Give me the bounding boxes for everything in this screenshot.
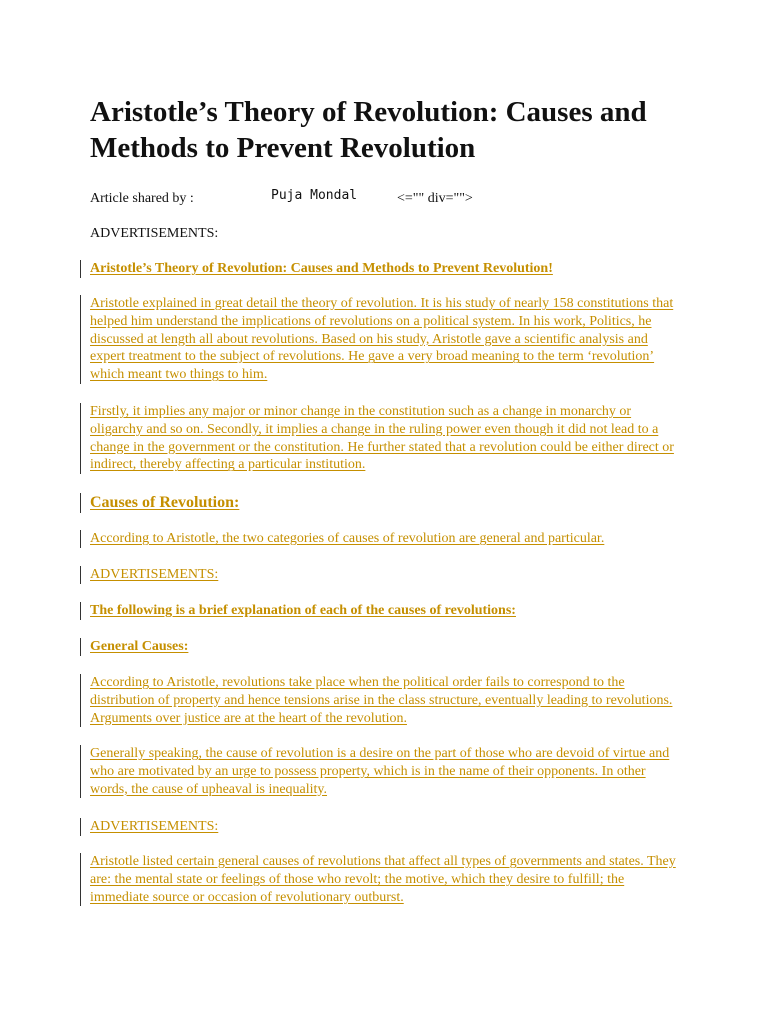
paragraph-link-3[interactable]: According to Aristotle, the two categories of causes of revolution are general and particular. <box>90 530 686 548</box>
article-meta <box>90 186 690 210</box>
advertisements-label: ADVERTISEMENTS: <box>90 226 219 241</box>
trailing-markup-text: <="" div=""> <box>397 191 473 206</box>
intro-heading-link[interactable]: Aristotle’s Theory of Revolution: Causes and Methods to Prevent Revolution! <box>90 260 686 278</box>
shared-by-label: Article shared by : <box>90 191 194 206</box>
paragraph-link-1[interactable]: Aristotle explained in great detail the theory of revolution. It is his study of nearly 158 constitutions that helped him understand the implications of revolutions on a political system. In his work, Politics, he discussed at length all about revolutions. Based on his study, Aristotle gave a scientific analysis and expert treatment to the subject of revolutions. He gave a very broad meaning to the term ‘revolution’ which meant two things to him. <box>90 295 686 384</box>
author-name: Puja Mondal <box>271 188 358 203</box>
paragraph-link-4[interactable]: According to Aristotle, revolutions take place when the political order fails to correspond to the distribution of property and hence tensions arise in the class structure, eventually leading to revolutions. Arguments over justice are at the heart of the revolution. <box>90 674 686 727</box>
section-heading-general[interactable]: General Causes: <box>90 638 686 656</box>
paragraph-link-5[interactable]: Generally speaking, the cause of revolution is a desire on the part of those who are devoid of virtue and who are motivated by an urge to possess property, which is in the name of their opponents. In other words, the cause of upheaval is inequality. <box>90 745 686 798</box>
advertisements-link-2[interactable]: ADVERTISEMENTS: <box>90 818 686 836</box>
paragraph-link-6[interactable]: Aristotle listed certain general causes of revolutions that affect all types of governments and states. They are: the mental state or feelings of those who revolt; the motive, which they desire to fulfill; the immediate source or occasion of revolutionary outburst. <box>90 853 686 906</box>
bold-link-explanation[interactable]: The following is a brief explanation of each of the causes of revolutions: <box>90 602 686 620</box>
page-title: Aristotle’s Theory of Revolution: Causes and Methods to Prevent Revolution <box>90 96 647 164</box>
section-heading-causes[interactable]: Causes of Revolution: <box>90 493 686 513</box>
advertisements-link-1[interactable]: ADVERTISEMENTS: <box>90 566 686 584</box>
paragraph-link-2[interactable]: Firstly, it implies any major or minor change in the constitution such as a change in monarchy or oligarchy and so on. Secondly, it implies a change in the ruling power even though it did not lead to a change in the government or the constitution. He further stated that a revolution could be either direct or indirect, thereby affecting a particular institution. <box>90 403 686 474</box>
